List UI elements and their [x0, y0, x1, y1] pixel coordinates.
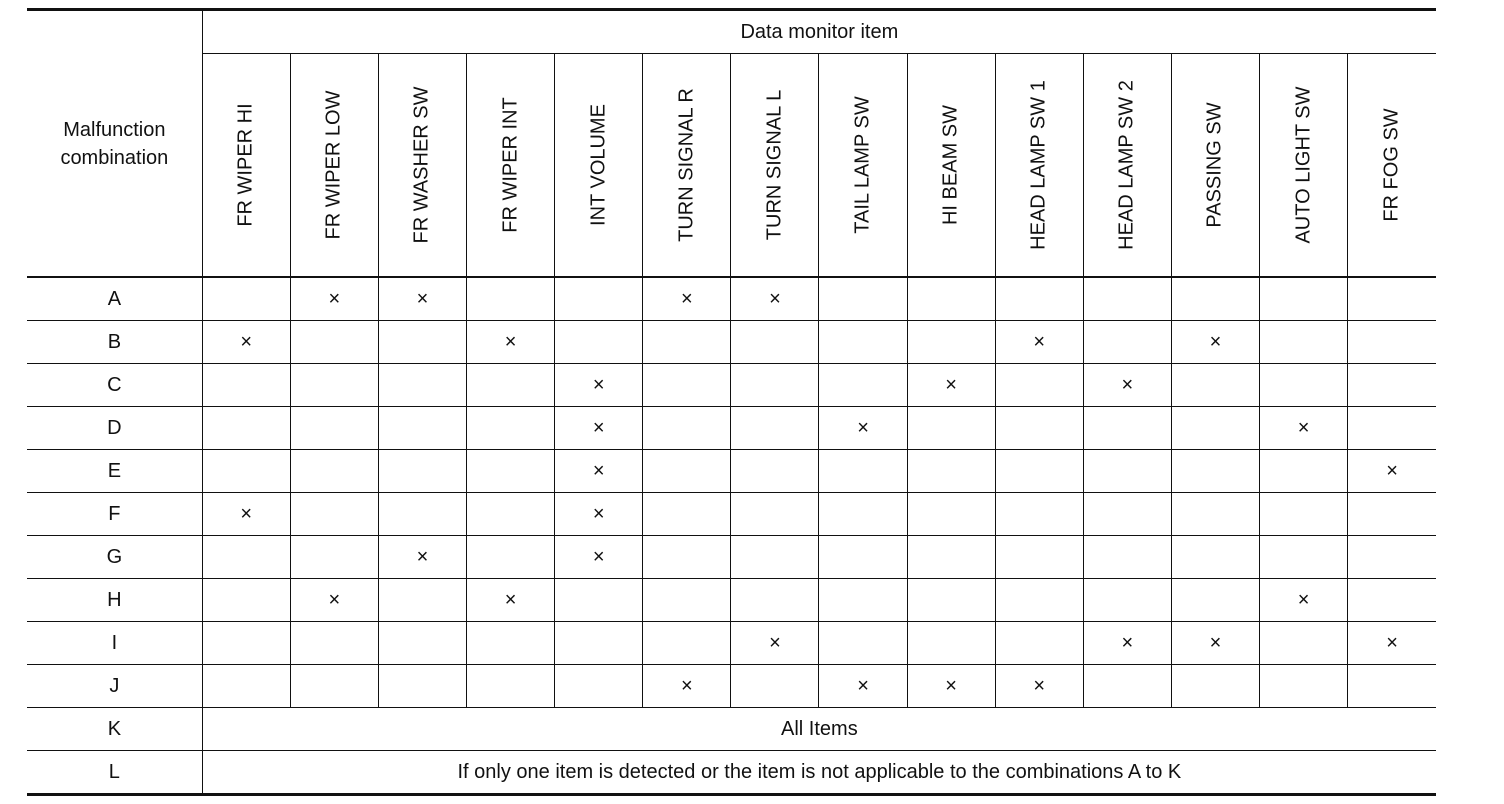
table-cell: [1171, 321, 1259, 364]
malfunction-combination-header: [27, 10, 202, 278]
table-cell: [1260, 622, 1348, 665]
row-label: F: [27, 493, 202, 536]
table-row: [27, 708, 1436, 751]
cross-mark: ×: [1209, 631, 1222, 654]
table-cell: [643, 579, 731, 622]
cross-mark: ×: [680, 287, 693, 310]
cross-mark: ×: [416, 545, 429, 568]
cross-mark: ×: [1033, 330, 1046, 353]
table-cell: [1083, 536, 1171, 579]
table-cell: [731, 277, 819, 321]
cross-mark: ×: [592, 416, 605, 439]
column-header: [643, 54, 731, 278]
row-label: L: [108, 760, 120, 783]
cross-mark: ×: [680, 674, 693, 697]
table-cell: [290, 579, 378, 622]
table-cell: [1171, 407, 1259, 450]
table-cell: [290, 665, 378, 708]
table-cell: [555, 665, 643, 708]
column-header-label: INT VOLUME: [587, 104, 610, 226]
column-header-label: HI BEAM SW: [939, 104, 962, 226]
row-label: A: [27, 277, 202, 321]
malfunction-combination-table: [27, 8, 1436, 796]
column-header: [202, 54, 290, 278]
table-cell: [202, 321, 290, 364]
table-cell: [467, 321, 555, 364]
cross-mark: ×: [1297, 588, 1310, 611]
table-cell: [378, 493, 466, 536]
table-cell: [1348, 493, 1436, 536]
table-cell: [907, 493, 995, 536]
table-cell: [555, 277, 643, 321]
table-cell: [995, 277, 1083, 321]
spanning-cell: All Items: [202, 708, 1436, 751]
column-header-label: PASSING SW: [1203, 102, 1226, 228]
table-cell: [378, 364, 466, 407]
column-header: [555, 54, 643, 278]
column-header: [995, 54, 1083, 278]
cross-mark: ×: [328, 588, 341, 611]
table-cell: [1171, 450, 1259, 493]
column-header: [1083, 54, 1171, 278]
table-cell: [555, 622, 643, 665]
table-cell: [907, 277, 995, 321]
table-cell: [1083, 321, 1171, 364]
table-row: [27, 622, 1436, 665]
table-cell: [907, 536, 995, 579]
table-cell: [467, 277, 555, 321]
table-row: [27, 321, 1436, 364]
table-cell: [1083, 493, 1171, 536]
table-cell: [1171, 665, 1259, 708]
table-cell: [1083, 364, 1171, 407]
table-cell: [643, 493, 731, 536]
cross-mark: ×: [857, 416, 869, 439]
table-cell: [643, 364, 731, 407]
table-cell: [819, 579, 907, 622]
table-cell: [907, 450, 995, 493]
table-cell: [378, 407, 466, 450]
table-cell: [995, 493, 1083, 536]
column-header-label: FR WIPER INT: [499, 97, 522, 233]
table-cell: [1083, 665, 1171, 708]
table-cell: [995, 450, 1083, 493]
table-cell: [378, 450, 466, 493]
table-cell: [643, 665, 731, 708]
cross-mark: ×: [592, 373, 605, 396]
table-cell: [467, 665, 555, 708]
table-cell: [1260, 536, 1348, 579]
table-cell: [202, 364, 290, 407]
table-cell: [1348, 665, 1436, 708]
table-cell: [819, 277, 907, 321]
table-cell: [1083, 407, 1171, 450]
table-cell: [819, 364, 907, 407]
table-cell: [819, 407, 907, 450]
table-cell: [731, 622, 819, 665]
table-cell: [290, 364, 378, 407]
table-cell: [643, 277, 731, 321]
table-cell: [995, 536, 1083, 579]
table-cell: [467, 450, 555, 493]
table-cell: [995, 622, 1083, 665]
table-cell: [290, 277, 378, 321]
table-cell: [995, 665, 1083, 708]
table-cell: [290, 450, 378, 493]
table-cell: [1348, 277, 1436, 321]
table-cell: [467, 493, 555, 536]
column-header-label: TAIL LAMP SW: [851, 96, 874, 234]
table-cell: [907, 622, 995, 665]
table-cell: [1083, 622, 1171, 665]
table-cell: [1083, 579, 1171, 622]
cross-mark: ×: [416, 287, 429, 310]
table-cell: [202, 407, 290, 450]
cross-mark: ×: [1033, 674, 1046, 697]
cross-mark: ×: [240, 502, 253, 525]
row-label: E: [27, 450, 202, 493]
cross-mark: ×: [1386, 631, 1398, 654]
table-cell: [290, 321, 378, 364]
table-row: [27, 364, 1436, 407]
table-row: [27, 277, 1436, 321]
cross-mark: ×: [1209, 330, 1222, 353]
table-cell: [995, 407, 1083, 450]
table-cell: [1260, 579, 1348, 622]
table-cell: [467, 407, 555, 450]
column-header: [819, 54, 907, 278]
table-cell: [290, 407, 378, 450]
table-cell: [202, 493, 290, 536]
row-label: J: [27, 665, 202, 708]
table-cell: [819, 536, 907, 579]
table-cell: [907, 579, 995, 622]
cross-mark: ×: [240, 330, 253, 353]
column-header-label: HEAD LAMP SW 1: [1027, 80, 1050, 250]
table-cell: [1171, 536, 1259, 579]
row-label: D: [27, 407, 202, 450]
table-cell: [643, 450, 731, 493]
table-cell: [202, 277, 290, 321]
table-cell: [1260, 364, 1348, 407]
table-cell: [467, 364, 555, 407]
table-cell: [290, 622, 378, 665]
table-cell: [1260, 277, 1348, 321]
cross-mark: ×: [328, 287, 341, 310]
column-header-label: TURN SIGNAL R: [675, 88, 698, 242]
table-cell: [1348, 579, 1436, 622]
table-cell: [643, 407, 731, 450]
table-row: [27, 407, 1436, 450]
column-header-label: TURN SIGNAL L: [763, 89, 786, 241]
cross-mark: ×: [857, 674, 869, 697]
table-cell: [202, 665, 290, 708]
table-cell: [1083, 277, 1171, 321]
row-label: B: [27, 321, 202, 364]
table-cell: [1260, 665, 1348, 708]
table-cell: [819, 622, 907, 665]
table-cell: [378, 277, 466, 321]
table-cell: [731, 450, 819, 493]
table-cell: [1083, 450, 1171, 493]
table-cell: [1171, 579, 1259, 622]
table-cell: [202, 579, 290, 622]
column-header-label: AUTO LIGHT SW: [1292, 86, 1315, 244]
table-cell: [731, 536, 819, 579]
table-cell: [378, 536, 466, 579]
column-header-label: FR WASHER SW: [410, 86, 433, 244]
table-cell: [643, 536, 731, 579]
column-header-label: FR WIPER HI: [234, 103, 257, 227]
table-cell: [731, 364, 819, 407]
table-cell: [731, 493, 819, 536]
table-cell: [202, 450, 290, 493]
table-cell: [555, 536, 643, 579]
table-cell: [995, 364, 1083, 407]
table-cell: [907, 364, 995, 407]
row-label: H: [27, 579, 202, 622]
table-cell: [1171, 622, 1259, 665]
table-cell: [555, 493, 643, 536]
table-cell: [202, 536, 290, 579]
table-row: [27, 493, 1436, 536]
table-cell: [555, 579, 643, 622]
table-cell: [467, 579, 555, 622]
row-label: C: [27, 364, 202, 407]
table-cell: [1171, 364, 1259, 407]
table-cell: [1348, 622, 1436, 665]
cross-mark: ×: [1121, 373, 1134, 396]
cross-mark: ×: [769, 287, 781, 310]
column-header-label: FR FOG SW: [1380, 108, 1403, 222]
column-header: [1171, 54, 1259, 278]
cross-mark: ×: [1386, 459, 1398, 482]
table-cell: [1171, 493, 1259, 536]
table-cell: [1260, 450, 1348, 493]
table-cell: [819, 665, 907, 708]
table-cell: [555, 321, 643, 364]
table-cell: [643, 321, 731, 364]
table-cell: [467, 536, 555, 579]
table-cell: [995, 579, 1083, 622]
table-cell: [555, 364, 643, 407]
cross-mark: ×: [504, 330, 517, 353]
column-header-label: HEAD LAMP SW 2: [1115, 80, 1138, 250]
table-cell: [731, 579, 819, 622]
table-cell: [995, 321, 1083, 364]
table-cell: [731, 665, 819, 708]
table-cell: [643, 622, 731, 665]
table-row: [27, 450, 1436, 493]
table-cell: [467, 622, 555, 665]
table-cell: [819, 321, 907, 364]
column-header: [378, 54, 466, 278]
row-label: I: [27, 622, 202, 665]
table-cell: [290, 493, 378, 536]
table-cell: [907, 321, 995, 364]
table-cell: [1348, 407, 1436, 450]
cross-mark: ×: [769, 631, 781, 654]
column-header: [907, 54, 995, 278]
table-cell: [1260, 407, 1348, 450]
table-cell: [290, 536, 378, 579]
table-cell: [907, 665, 995, 708]
cross-mark: ×: [1121, 631, 1134, 654]
column-header: [1260, 54, 1348, 278]
cross-mark: ×: [504, 588, 517, 611]
table-cell: [731, 407, 819, 450]
table-cell: [378, 622, 466, 665]
table-cell: [819, 450, 907, 493]
table-cell: [1348, 364, 1436, 407]
corner-header-line2: combination: [60, 146, 169, 169]
cross-mark: ×: [592, 459, 605, 482]
column-header: [467, 54, 555, 278]
table-cell: [378, 321, 466, 364]
table-cell: [202, 622, 290, 665]
column-header-label: FR WIPER LOW: [322, 90, 345, 240]
table-cell: [819, 493, 907, 536]
column-header: [1348, 54, 1436, 278]
cross-mark: ×: [945, 674, 957, 697]
table-cell: [555, 450, 643, 493]
data-monitor-item-header: Data monitor item: [202, 10, 1436, 54]
table-cell: [731, 321, 819, 364]
table-cell: [907, 407, 995, 450]
table-row: [27, 665, 1436, 708]
column-header: [731, 54, 819, 278]
table-cell: [1260, 321, 1348, 364]
column-header: [290, 54, 378, 278]
cross-mark: ×: [945, 373, 957, 396]
table-cell: [555, 407, 643, 450]
row-label: K: [27, 708, 202, 751]
table-cell: [1171, 277, 1259, 321]
spanning-cell: If only one item is detected or the item is not applicable to the combinations A to K: [202, 751, 1436, 795]
table-row: [27, 536, 1436, 579]
table-cell: [1348, 321, 1436, 364]
table-cell: [378, 579, 466, 622]
table-cell: [1260, 493, 1348, 536]
row-label: G: [27, 536, 202, 579]
cross-mark: ×: [1297, 416, 1310, 439]
corner-header-line1: Malfunction: [63, 118, 166, 141]
table-row: [27, 579, 1436, 622]
table-cell: [1348, 536, 1436, 579]
table-cell: [1348, 450, 1436, 493]
cross-mark: ×: [592, 545, 605, 568]
cross-mark: ×: [592, 502, 605, 525]
table-cell: [378, 665, 466, 708]
table-row: [27, 751, 1436, 795]
